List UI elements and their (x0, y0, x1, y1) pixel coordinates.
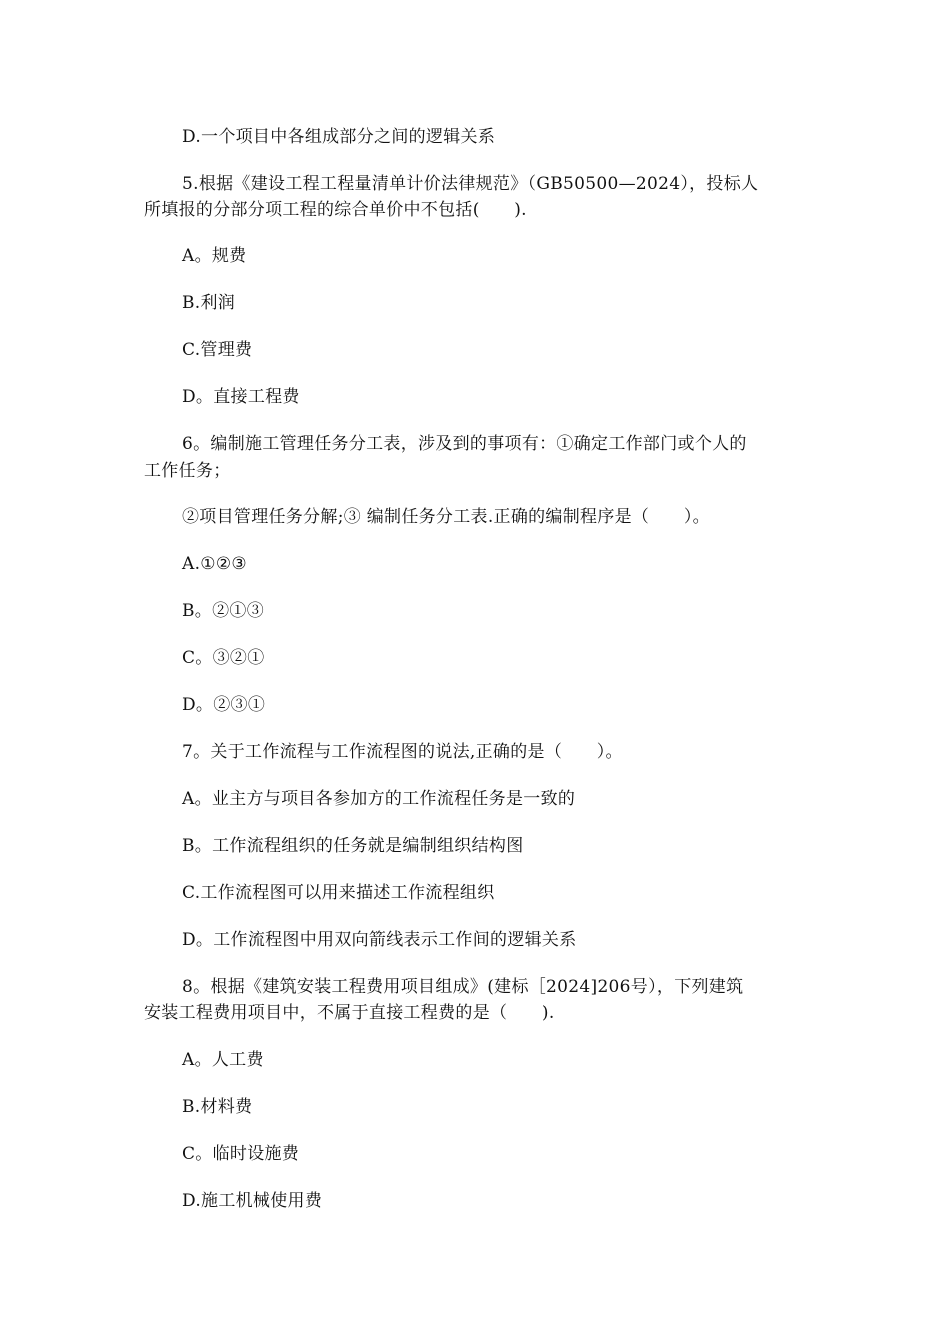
q5-option-d: D。直接工程费 (182, 387, 300, 407)
q7-option-c: C.工作流程图可以用来描述工作流程组织 (182, 883, 495, 903)
q8-option-a: A。人工费 (182, 1050, 264, 1070)
q7-option-b: B。工作流程组织的任务就是编制组织结构图 (182, 836, 524, 856)
q7-option-d: D。工作流程图中用双向箭线表示工作间的逻辑关系 (182, 930, 577, 950)
q8-option-d: D.施工机械使用费 (182, 1191, 323, 1211)
q6-option-b: B。②①③ (182, 601, 264, 621)
q6-option-c: C。③②① (182, 648, 265, 668)
q6-stem-line3: ②项目管理任务分解;③ 编制任务分工表.正确的编制程序是（ ）。 (182, 507, 710, 527)
q8-stem-line2: 安装工程费用项目中，不属于直接工程费的是（ ). (144, 1003, 555, 1023)
q5-option-b: B.利润 (182, 293, 236, 313)
q5-stem-line2: 所填报的分部分项工程的综合单价中不包括( ). (144, 200, 527, 220)
q7-stem: 7。关于工作流程与工作流程图的说法,正确的是（ ）。 (182, 742, 623, 762)
q6-option-a: A.①②③ (182, 554, 247, 574)
q5-stem-line1: 5.根据《建设工程工程量清单计价法律规范》（GB50500—2024），投标人 (182, 174, 759, 194)
q5-option-a: A。规费 (182, 246, 247, 266)
q8-option-b: B.材料费 (182, 1097, 253, 1117)
q4-option-d: D.一个项目中各组成部分之间的逻辑关系 (182, 127, 496, 147)
q8-option-c: C。临时设施费 (182, 1144, 300, 1164)
q7-option-a: A。业主方与项目各参加方的工作流程任务是一致的 (182, 789, 576, 809)
q6-stem-line2: 工作任务； (144, 461, 231, 481)
q6-option-d: D。②③① (182, 695, 266, 715)
q5-option-c: C.管理费 (182, 340, 253, 360)
q6-stem-line1: 6。编制施工管理任务分工表，涉及到的事项有：①确定工作部门或个人的 (182, 434, 747, 454)
q8-stem-line1: 8。根据《建筑安装工程费用项目组成》(建标［2024]206号），下列建筑 (182, 977, 744, 997)
